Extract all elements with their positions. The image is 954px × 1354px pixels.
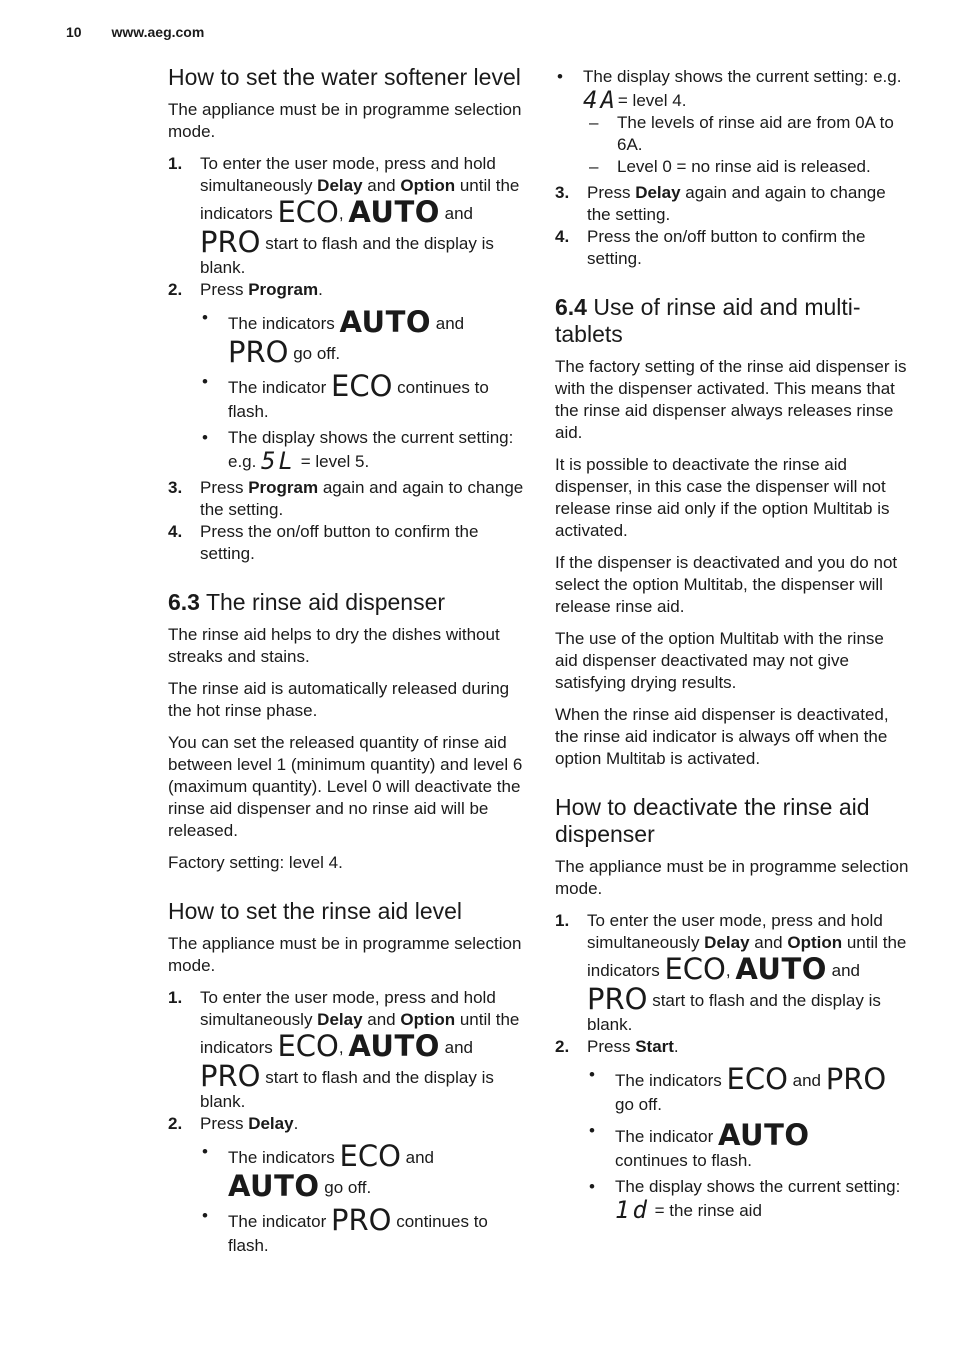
paragraph: The use of the option Multitab with the rinse aid dispenser deactivated may not give satisfying drying results. <box>555 629 884 692</box>
section-multi-tablets <box>555 294 911 770</box>
bullet-list <box>200 307 528 473</box>
bullet-item: • The display shows the current setting: e.g. 4A= level 4. – The levels of rinse aid are from 0A to 6A. – Level 0 = no rinse aid is released. <box>555 66 911 178</box>
auto-indicator-icon: AUTO <box>339 305 432 339</box>
steps-list <box>555 182 911 270</box>
dash-item: – Level 0 = no rinse aid is released. <box>583 156 911 178</box>
bullet-item: • The indicator AUTO continues to flash. <box>587 1120 911 1172</box>
steps-list <box>168 153 528 565</box>
intro-text: The appliance must be in programme selection mode. <box>168 100 522 141</box>
pro-indicator-icon: PRO <box>200 225 261 259</box>
heading-deactivate-rinse-aid: How to deactivate the rinse aid dispenser <box>555 794 870 847</box>
site-url[interactable]: www.aeg.com <box>111 24 205 40</box>
paragraph: You can set the released quantity of rinse aid between level 1 (minimum quantity) and level 6 (maximum quantity). Level 0 will deactivate the rinse aid dispenser and no rinse aid will be released. <box>168 733 523 840</box>
intro-text: The appliance must be in programme selection mode. <box>555 857 909 898</box>
dash-item: – The levels of rinse aid are from 0A to 6A. <box>583 112 911 156</box>
eco-indicator-icon: ECO <box>664 952 726 986</box>
eco-indicator-icon: ECO <box>277 195 339 229</box>
auto-indicator-icon: AUTO <box>348 1029 440 1063</box>
display-segment-icon: 5L <box>261 447 296 475</box>
step-1: 1. To enter the user mode, press and hold simultaneously Delay and Option until the indicators ECO, AUTO and PRO start to flash and the display is blank. <box>168 988 520 1111</box>
paragraph: It is possible to deactivate the rinse aid dispenser, in this case the dispenser will not release rinse aid only if the option Multitab is activated. <box>555 455 890 540</box>
bullet-item: • The indicators ECO and AUTO go off. <box>200 1141 528 1201</box>
display-segment-icon: 4A <box>583 86 618 114</box>
pro-indicator-icon: PRO <box>228 335 289 369</box>
left-column <box>168 64 528 1267</box>
pro-indicator-icon: PRO <box>331 1203 392 1237</box>
auto-indicator-icon: AUTO <box>718 1118 810 1152</box>
heading-multi-tablets: 6.4 Use of rinse aid and multi-tablets <box>555 294 861 347</box>
steps-list <box>555 910 911 1222</box>
pro-indicator-icon: PRO <box>587 982 648 1016</box>
step-2: 2. Press Start. • The indicators ECO and PRO go off. • The indicator AUTO continues to flash. • The display shows the current setting: 1d = the rinse aid <box>555 1036 911 1222</box>
bullet-list <box>587 1064 911 1222</box>
step-4: 4. Press the on/off button to confirm the setting. <box>168 522 479 563</box>
paragraph: If the dispenser is deactivated and you do not select the option Multitab, the dispenser will release rinse aid. <box>555 553 898 616</box>
heading-rinse-aid-level: How to set the rinse aid level <box>168 898 463 924</box>
step-3: 3. Press Program again and again to change the setting. <box>168 478 524 519</box>
pro-indicator-icon: PRO <box>825 1062 887 1096</box>
step-4: 4. Press the on/off button to confirm the setting. <box>555 227 866 268</box>
page-number: 10 <box>66 24 82 40</box>
dash-list <box>583 112 911 178</box>
right-column <box>555 66 911 1232</box>
section-deactivate-rinse-aid <box>555 794 911 1222</box>
bullet-item: • The indicator ECO continues to flash. <box>200 371 528 423</box>
pro-indicator-icon: PRO <box>200 1059 261 1093</box>
paragraph: The factory setting of the rinse aid dispenser is with the dispenser activated. This means that the rinse aid dispenser always releases rinse aid. <box>555 357 907 442</box>
auto-indicator-icon: AUTO <box>348 195 440 229</box>
auto-indicator-icon: AUTO <box>228 1169 320 1203</box>
eco-indicator-icon: ECO <box>331 369 393 403</box>
page-header <box>66 24 204 40</box>
bullet-item: • The display shows the current setting: e.g. 5L = level 5. <box>200 427 528 473</box>
bullet-item: • The display shows the current setting: 1d = the rinse aid <box>587 1176 911 1222</box>
paragraph: The rinse aid is automatically released during the hot rinse phase. <box>168 679 510 720</box>
eco-indicator-icon: ECO <box>726 1062 788 1096</box>
eco-indicator-icon: ECO <box>339 1139 401 1173</box>
paragraph: Factory setting: level 4. <box>168 853 343 872</box>
heading-water-softener: How to set the water softener level <box>168 64 521 90</box>
bullet-list <box>555 66 911 178</box>
intro-text: The appliance must be in programme selection mode. <box>168 934 522 975</box>
auto-indicator-icon: AUTO <box>735 952 827 986</box>
heading-rinse-aid-dispenser: 6.3 The rinse aid dispenser <box>168 589 446 615</box>
bullet-list <box>200 1141 528 1257</box>
eco-indicator-icon: ECO <box>277 1029 339 1063</box>
step-2: 2. Press Program. • The indicators AUTO and PRO go off. • The indicator ECO continues to flash. • The display shows the current setting: e.g. 5L = level 5. <box>168 279 528 473</box>
bullet-item: • The indicators AUTO and PRO go off. <box>200 307 528 367</box>
display-segment-icon: 1d <box>615 1196 650 1224</box>
step-1: 1. To enter the user mode, press and hold simultaneously Delay and Option until the indicators ECO, AUTO and PRO start to flash and the display is blank. <box>555 911 907 1034</box>
section-rinse-aid-dispenser <box>168 589 528 874</box>
section-rinse-aid-level-continued <box>555 66 911 270</box>
step-3: 3. Press Delay again and again to change the setting. <box>555 183 886 224</box>
section-rinse-aid-level <box>168 898 528 1257</box>
paragraph: The rinse aid helps to dry the dishes without streaks and stains. <box>168 625 500 666</box>
section-water-softener <box>168 64 528 565</box>
step-1: 1. To enter the user mode, press and hold simultaneously Delay and Option until the indicators ECO, AUTO and PRO start to flash and the display is blank. <box>168 154 520 277</box>
step-2: 2. Press Delay. • The indicators ECO and AUTO go off. • The indicator PRO continues to flash. <box>168 1113 528 1257</box>
paragraph: When the rinse aid dispenser is deactivated, the rinse aid indicator is always off when the option Multitab is activated. <box>555 705 889 768</box>
bullet-item: • The indicators ECO and PRO go off. <box>587 1064 911 1116</box>
steps-list <box>168 987 528 1257</box>
bullet-item: • The indicator PRO continues to flash. <box>200 1205 528 1257</box>
